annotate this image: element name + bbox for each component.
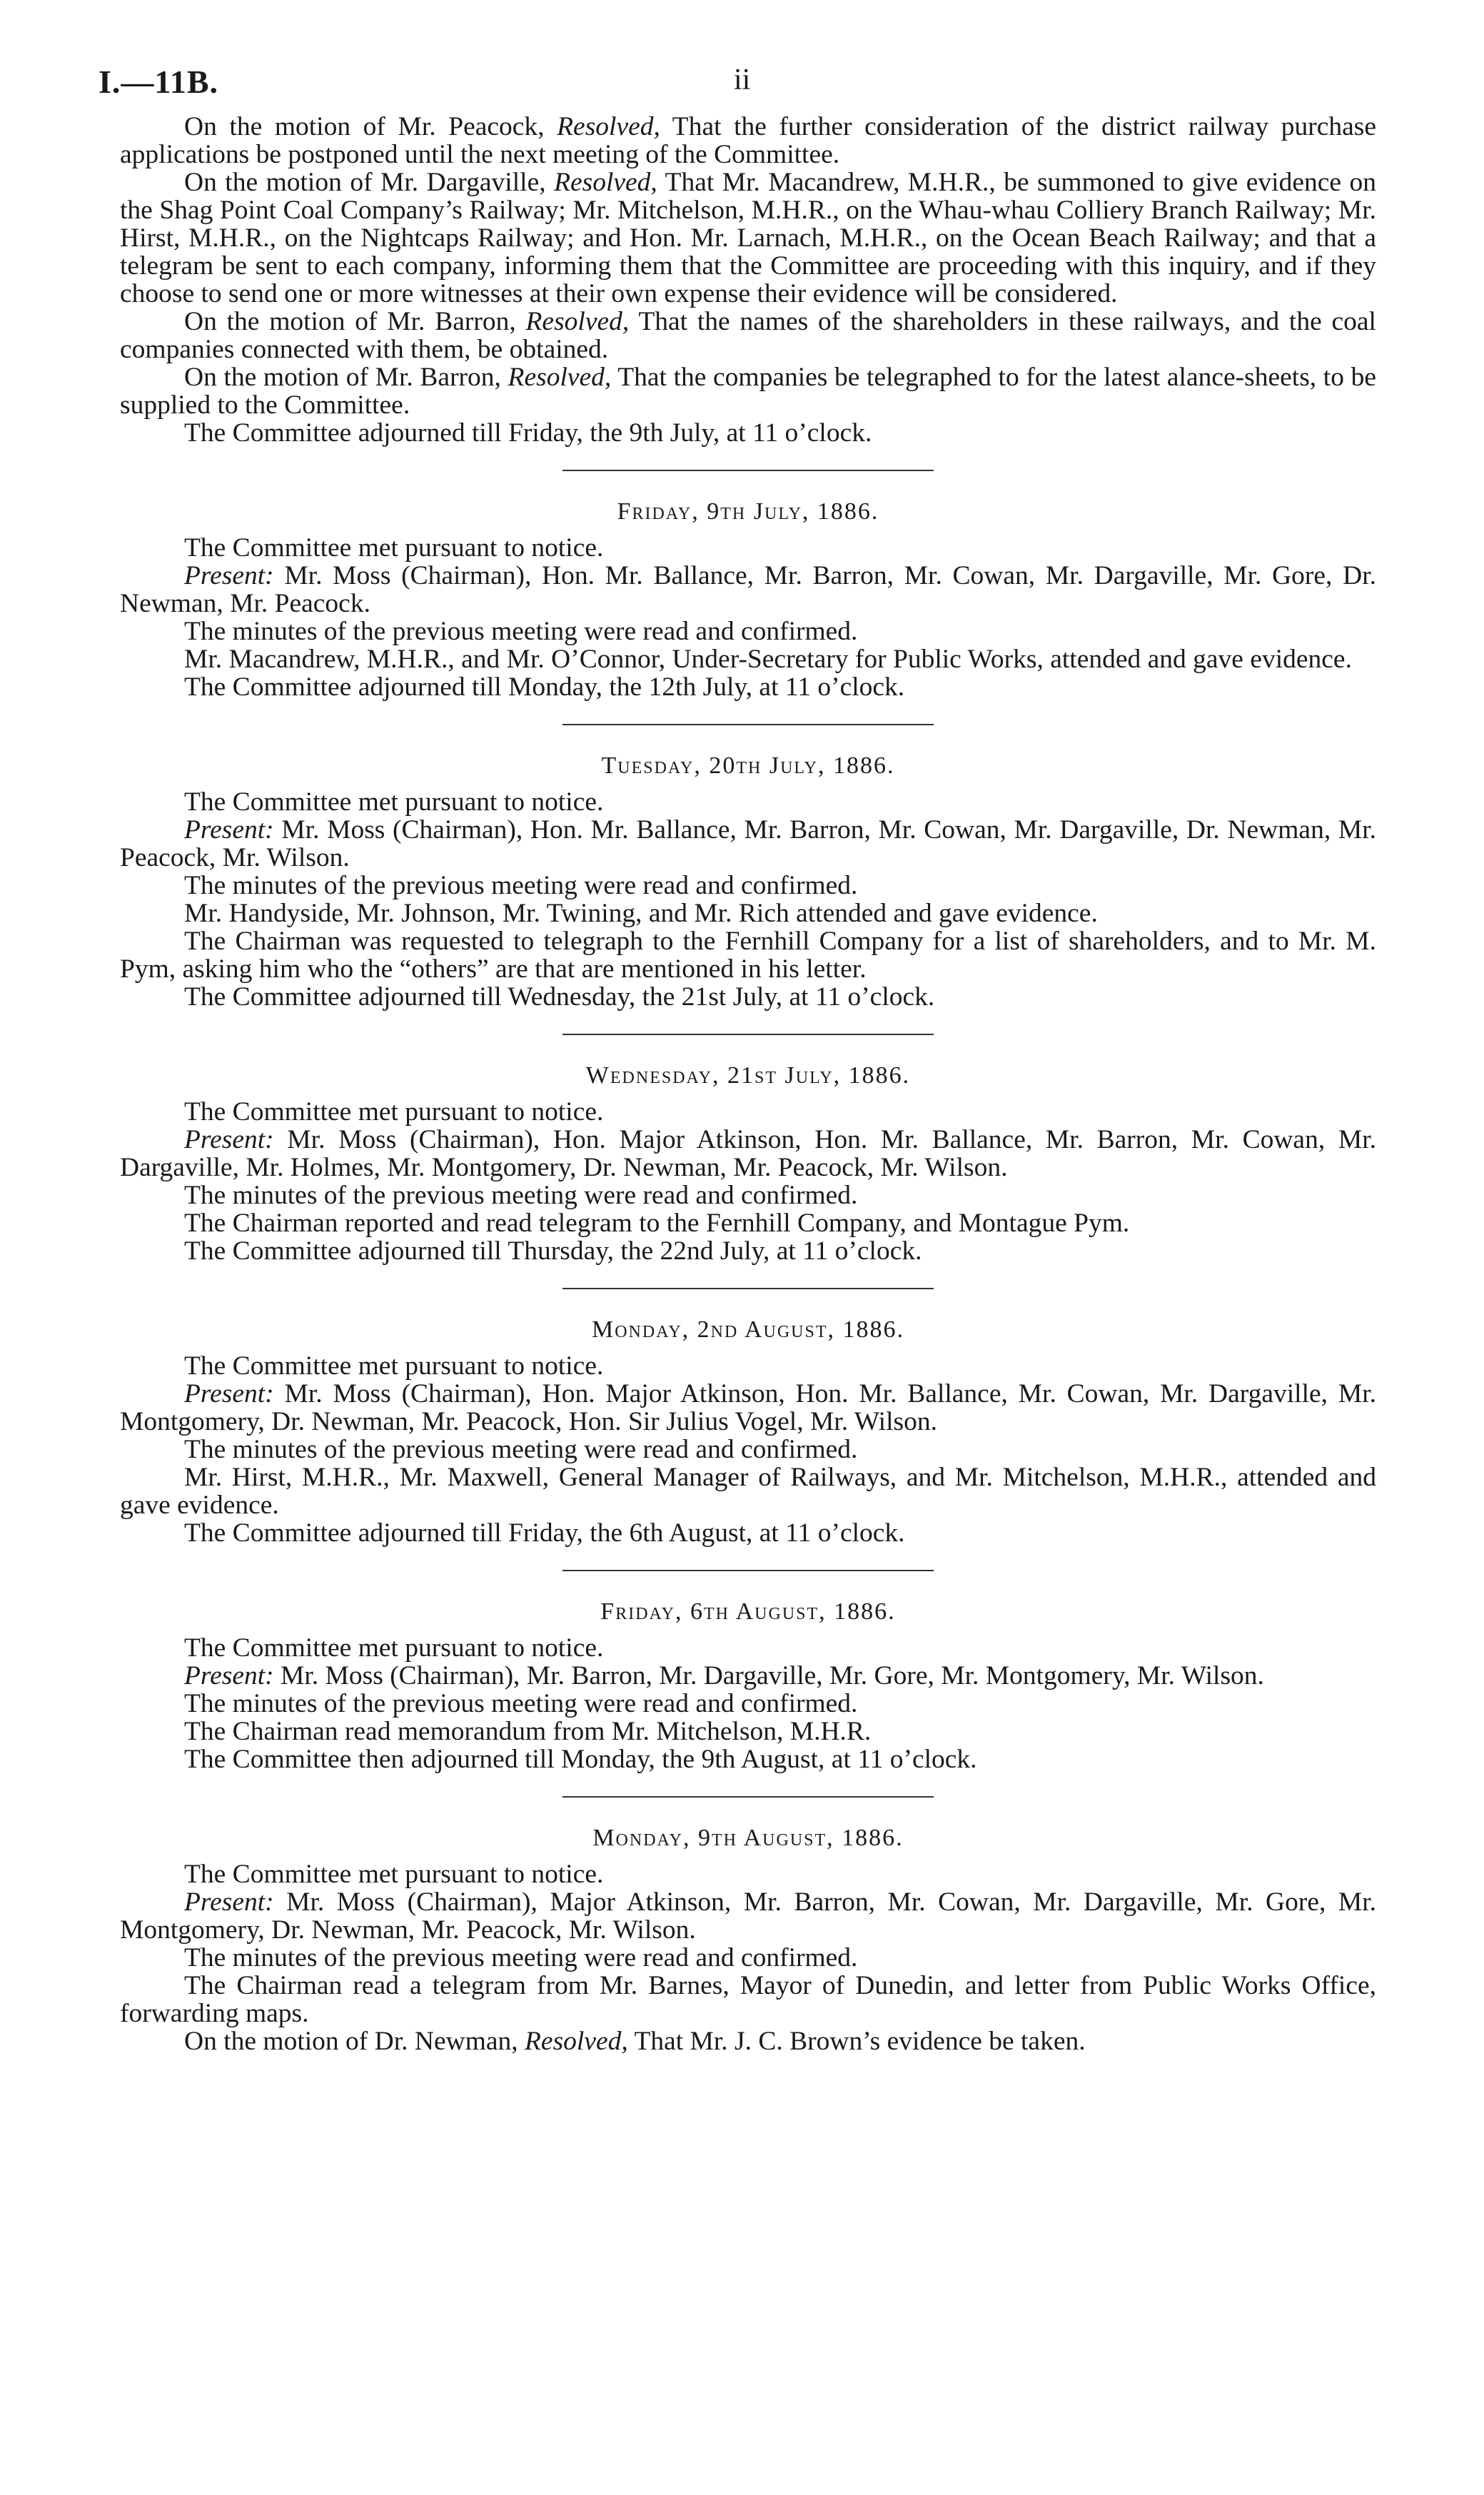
present-list: Present: Mr. Moss (Chairman), Hon. Mr. Ballance, Mr. Barron, Mr. Cowan, Mr. Dargaville, Mr. Gore, Dr. Newman, Mr. Peacock.: [120, 561, 1376, 618]
section-divider: [562, 724, 934, 725]
paragraph: The Chairman reported and read telegram to the Fernhill Company, and Montague Pym.: [184, 1209, 1130, 1238]
section-divider: [562, 1796, 934, 1798]
meeting-notice: The Committee met pursuant to notice.: [184, 1097, 604, 1126]
present-list: Present: Mr. Moss (Chairman), Mr. Barron, Mr. Dargaville, Mr. Gore, Mr. Montgomery, Mr. Wilson.: [184, 1661, 1264, 1690]
meeting-date: Monday, 9th August, 1886.: [592, 1825, 904, 1851]
meeting-section: [120, 1062, 1376, 1265]
paragraph: On the motion of Mr. Barron, Resolved, That the names of the shareholders in these railways, and the coal companies connected with them, be obtained.: [120, 307, 1376, 364]
meeting-notice: The Committee met pursuant to notice.: [184, 1351, 604, 1381]
paragraph: The minutes of the previous meeting were read and confirmed.: [184, 1435, 858, 1464]
meeting-section: [120, 498, 1376, 701]
paragraph: The Chairman read a telegram from Mr. Barnes, Mayor of Dunedin, and letter from Public Works Office, forwarding maps.: [120, 1971, 1376, 2028]
meeting-date: Monday, 2nd August, 1886.: [591, 1316, 905, 1343]
page-number: ii: [734, 64, 751, 96]
present-list: Present: Mr. Moss (Chairman), Hon. Mr. Ballance, Mr. Barron, Mr. Cowan, Mr. Dargaville, Dr. Newman, Mr. Peacock, Mr. Wilson.: [120, 815, 1376, 872]
intro-block: [120, 113, 1376, 447]
meeting-notice: The Committee met pursuant to notice.: [184, 1633, 604, 1663]
paragraph: On the motion of Mr. Barron, Resolved, That the companies be telegraphed to for the latest alance-sheets, to be supplied to the Committee.: [120, 363, 1376, 420]
meeting-date: Wednesday, 21st July, 1886.: [585, 1062, 911, 1089]
paragraph: Mr. Handyside, Mr. Johnson, Mr. Twining, and Mr. Rich attended and gave evidence.: [184, 899, 1098, 928]
meeting-section: [120, 752, 1376, 1011]
present-list: Present: Mr. Moss (Chairman), Major Atkinson, Mr. Barron, Mr. Cowan, Mr. Dargaville, Mr. Gore, Mr. Montgomery, Dr. Newman, Mr. Peacock, Mr. Wilson.: [120, 1887, 1376, 1945]
present-list: Present: Mr. Moss (Chairman), Hon. Major Atkinson, Hon. Mr. Ballance, Mr. Cowan, Mr. Dargaville, Mr. Montgomery, Dr. Newman, Mr. Peacock, Hon. Sir Julius Vogel, Mr. Wilson.: [120, 1379, 1376, 1436]
section-divider: [562, 1034, 934, 1035]
paragraph: The Chairman read memorandum from Mr. Mitchelson, M.H.R.: [184, 1717, 872, 1746]
paper-reference: I.—11B.: [99, 64, 219, 100]
meeting-notice: The Committee met pursuant to notice.: [184, 787, 604, 817]
paragraph: On the motion of Dr. Newman, Resolved, That Mr. J. C. Brown’s evidence be taken.: [184, 2027, 1086, 2056]
paragraph: The Committee then adjourned till Monday, the 9th August, at 11 o’clock.: [184, 1745, 977, 1774]
meeting-section: [120, 1825, 1376, 2055]
paragraph: The Committee adjourned till Monday, the 12th July, at 11 o’clock.: [184, 672, 905, 702]
section-divider: [562, 1288, 934, 1289]
paragraph: The Chairman was requested to telegraph to the Fernhill Company for a list of shareholders, and to Mr. M. Pym, asking him who the “others” are that are mentioned in his letter.: [120, 927, 1376, 984]
meeting-section: [120, 1598, 1376, 1773]
section-divider: [562, 470, 934, 471]
paragraph: The minutes of the previous meeting were read and confirmed.: [184, 1181, 858, 1210]
paragraph: The Committee adjourned till Thursday, the 22nd July, at 11 o’clock.: [184, 1236, 922, 1266]
paragraph: The minutes of the previous meeting were read and confirmed.: [184, 617, 858, 646]
paragraph: The Committee adjourned till Wednesday, the 21st July, at 11 o’clock.: [184, 982, 935, 1012]
meeting-notice: The Committee met pursuant to notice.: [184, 1860, 604, 1889]
document-page: [99, 63, 1377, 2056]
meeting-notice: The Committee met pursuant to notice.: [184, 533, 604, 563]
paragraph: Mr. Macandrew, M.H.R., and Mr. O’Connor, Under-Secretary for Public Works, attended and gave evidence.: [184, 645, 1352, 674]
paragraph: The minutes of the previous meeting were read and confirmed.: [184, 1943, 858, 1972]
paragraph: Mr. Hirst, M.H.R., Mr. Maxwell, General Manager of Railways, and Mr. Mitchelson, M.H.R., attended and gave evidence.: [120, 1463, 1376, 1520]
paragraph: The minutes of the previous meeting were read and confirmed.: [184, 871, 858, 900]
meeting-section: [120, 1316, 1376, 1547]
present-list: Present: Mr. Moss (Chairman), Hon. Major Atkinson, Hon. Mr. Ballance, Mr. Barron, Mr. Cowan, Mr. Dargaville, Mr. Holmes, Mr. Montgomery, Dr. Newman, Mr. Peacock, Mr. Wilson.: [120, 1125, 1376, 1182]
page-header: [99, 63, 1376, 113]
meeting-date: Tuesday, 20th July, 1886.: [601, 752, 895, 779]
paragraph: The Committee adjourned till Friday, the 6th August, at 11 o’clock.: [184, 1518, 905, 1548]
meeting-date: Friday, 6th August, 1886.: [600, 1598, 896, 1625]
paragraph: On the motion of Mr. Peacock, Resolved, That the further consideration of the district railway purchase applications be postponed until the next meeting of the Committee.: [120, 112, 1377, 169]
section-divider: [562, 1570, 934, 1571]
paragraph: The Committee adjourned till Friday, the 9th July, at 11 o’clock.: [184, 418, 872, 448]
meeting-date: Friday, 9th July, 1886.: [617, 498, 879, 525]
paragraph: The minutes of the previous meeting were read and confirmed.: [184, 1689, 858, 1718]
paragraph: On the motion of Mr. Dargaville, Resolved, That Mr. Macandrew, M.H.R., be summoned to give evidence on the Shag Point Coal Company’s Railway; Mr. Mitchelson, M.H.R., on the Whau-whau Colliery Branch Railway; Mr. Hirst, M.H.R., on the Nightcaps Railway; and Hon. Mr. Larnach, M.H.R., on the Ocean Beach Railway; and that a telegram be sent to each company, informing them that the Committee are proceeding with this inquiry, and if they choose to send one or more witnesses at their own expense their evidence will be considered.: [120, 168, 1376, 308]
